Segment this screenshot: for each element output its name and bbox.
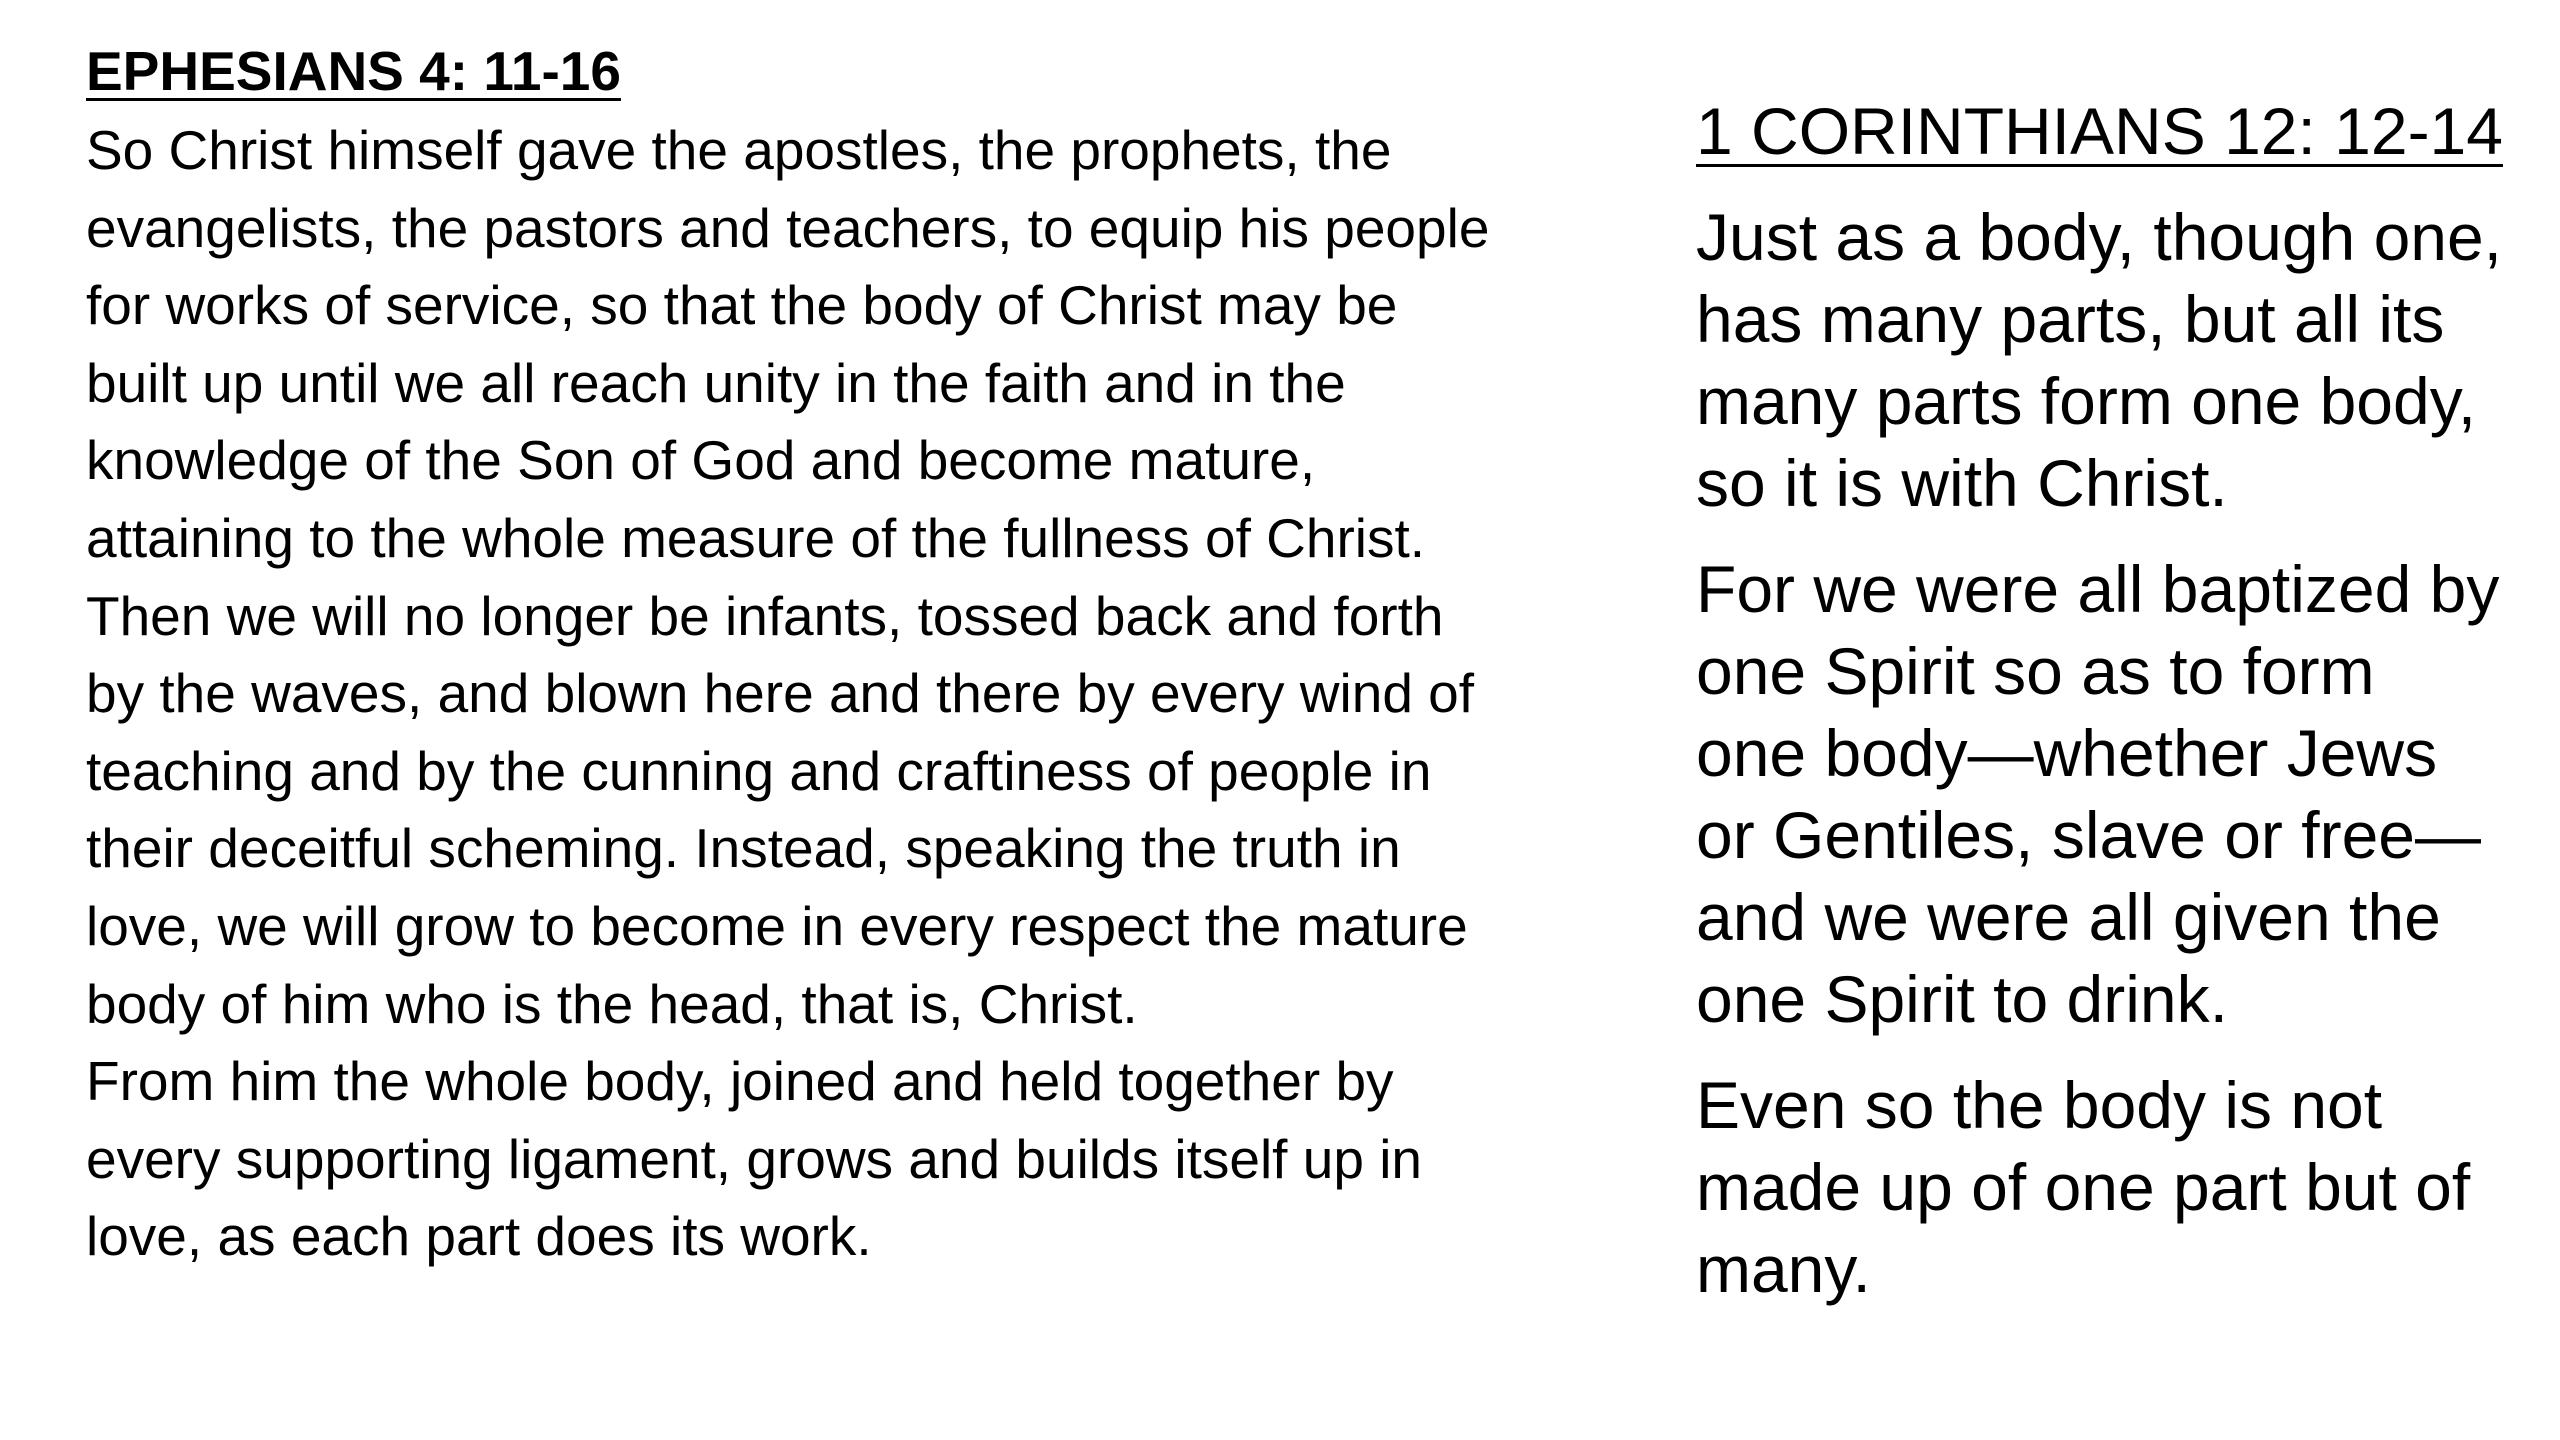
corinthians-line: one body—whether Jews xyxy=(1696,716,2438,790)
corinthians-paragraph-1 xyxy=(1696,196,2546,524)
corinthians-line: has many parts, but all its xyxy=(1696,282,2445,356)
corinthians-line: and we were all given the xyxy=(1696,880,2441,954)
corinthians-line: Just as a body, though one, xyxy=(1696,200,2503,274)
ephesians-line: teaching and by the cunning and craftiness of people in xyxy=(86,739,1432,802)
ephesians-line: love, we will grow to become in every respect the mature xyxy=(86,894,1468,957)
corinthians-paragraph-2 xyxy=(1696,548,2546,1040)
corinthians-passage xyxy=(1696,90,2546,1310)
ephesians-line: for works of service, so that the body of Christ may be xyxy=(86,274,1398,337)
corinthians-title: 1 CORINTHIANS 12: 12-14 xyxy=(1696,94,2503,168)
ephesians-line: every supporting ligament, grows and builds itself up in xyxy=(86,1127,1423,1190)
ephesians-line: love, as each part does its work. xyxy=(86,1205,872,1268)
ephesians-line: attaining to the whole measure of the fullness of Christ. xyxy=(86,506,1426,569)
ephesians-line: their deceitful scheming. Instead, speaking the truth in xyxy=(86,817,1401,880)
corinthians-line: made up of one part but of xyxy=(1696,1150,2471,1224)
ephesians-line: by the waves, and blown here and there by every wind of xyxy=(86,662,1475,725)
corinthians-paragraph-3 xyxy=(1696,1064,2546,1310)
corinthians-line: so it is with Christ. xyxy=(1696,446,2228,520)
ephesians-text xyxy=(86,112,1646,1276)
corinthians-line: one Spirit so as to form xyxy=(1696,634,2375,708)
ephesians-line: evangelists, the pastors and teachers, to equip his people xyxy=(86,196,1490,259)
corinthians-line: For we were all baptized by xyxy=(1696,552,2500,626)
ephesians-line: So Christ himself gave the apostles, the prophets, the xyxy=(86,119,1392,181)
corinthians-line: Even so the body is not xyxy=(1696,1068,2383,1142)
corinthians-line: one Spirit to drink. xyxy=(1696,962,2228,1036)
corinthians-line: many parts form one body, xyxy=(1696,364,2477,438)
ephesians-line: body of him who is the head, that is, Christ. xyxy=(86,972,1138,1035)
ephesians-line: Then we will no longer be infants, tossed back and forth xyxy=(86,584,1444,647)
ephesians-title: EPHESIANS 4: 11-16 xyxy=(86,40,621,102)
ephesians-line: From him the whole body, joined and held together by xyxy=(86,1050,1394,1113)
ephesians-line: knowledge of the Son of God and become mature, xyxy=(86,429,1316,492)
ephesians-passage xyxy=(86,34,1646,1276)
ephesians-line: built up until we all reach unity in the faith and in the xyxy=(86,351,1346,414)
corinthians-line: or Gentiles, slave or free— xyxy=(1696,798,2481,872)
corinthians-line: many. xyxy=(1696,1232,1871,1306)
